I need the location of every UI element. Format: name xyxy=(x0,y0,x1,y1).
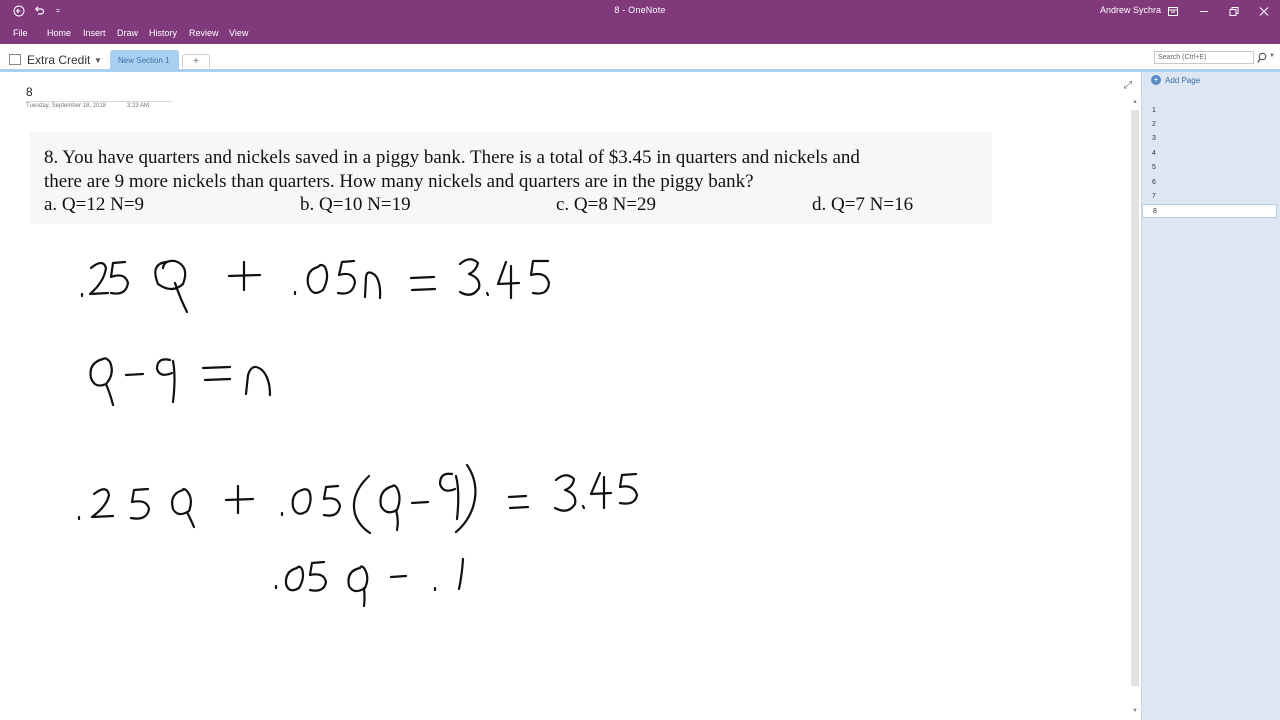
tab-draw[interactable]: Draw xyxy=(117,28,139,38)
tab-section-new-section-1[interactable]: New Section 1 xyxy=(110,50,179,69)
scroll-up-icon[interactable]: ▲ xyxy=(1132,99,1138,105)
add-section-button[interactable]: + xyxy=(182,54,210,68)
scroll-down-icon[interactable]: ▼ xyxy=(1132,708,1138,714)
search-input[interactable]: Search (Ctrl+E) xyxy=(1154,51,1254,64)
ribbon-display-options-icon[interactable] xyxy=(1161,3,1185,19)
page-item-3[interactable]: 3 xyxy=(1152,135,1156,142)
choice-a: a. Q=12 N=9 xyxy=(44,194,145,215)
page-time: 3:23 AM xyxy=(127,103,150,109)
section-bar xyxy=(0,44,1280,69)
page-item-4[interactable]: 4 xyxy=(1152,150,1156,157)
page-item-5[interactable]: 5 xyxy=(1152,164,1156,171)
page-date: Tuesday, September 18, 2018 xyxy=(26,103,107,109)
scrollbar-thumb[interactable] xyxy=(1131,110,1139,686)
plus-circle-icon: + xyxy=(1151,75,1161,85)
page-item-2[interactable]: 2 xyxy=(1152,121,1156,128)
page-title[interactable]: 8 xyxy=(26,85,33,99)
choice-c: c. Q=8 N=29 xyxy=(556,194,657,215)
user-name[interactable]: Andrew Sychra xyxy=(1100,5,1162,15)
tab-review[interactable]: Review xyxy=(189,28,219,38)
search-icon[interactable] xyxy=(1257,51,1267,63)
expand-icon[interactable]: ⤢ xyxy=(1124,80,1132,91)
minimize-icon[interactable] xyxy=(1192,3,1216,19)
page-canvas[interactable] xyxy=(0,72,1130,720)
add-page-label: Add Page xyxy=(1165,75,1201,85)
page-item-7[interactable]: 7 xyxy=(1152,193,1156,200)
search-scope-chevron-icon[interactable]: ▼ xyxy=(1269,53,1275,59)
problem-line-2: there are 9 more nickels than quarters. How many nickels and quarters are in the piggy bank? xyxy=(44,171,754,192)
tab-history[interactable]: History xyxy=(149,28,178,38)
page-item-8[interactable]: 8 xyxy=(1142,204,1277,218)
page-item-6[interactable]: 6 xyxy=(1152,179,1156,186)
notebook-name[interactable]: Extra Credit xyxy=(27,53,91,67)
problem-line-1: 8. You have quarters and nickels saved in a piggy bank. There is a total of $3.45 in quarters and nickels and xyxy=(44,147,860,168)
restore-icon[interactable] xyxy=(1222,3,1246,19)
notebook-icon[interactable] xyxy=(9,54,21,65)
choice-b: b. Q=10 N=19 xyxy=(300,194,411,215)
chevron-down-icon[interactable]: ▼ xyxy=(94,56,102,65)
page-list-pane xyxy=(1141,72,1280,720)
ribbon-tabs xyxy=(0,22,1280,44)
title-bar xyxy=(0,0,1280,22)
vertical-scrollbar[interactable] xyxy=(1130,97,1141,720)
tab-home[interactable]: Home xyxy=(47,28,72,38)
choice-d: d. Q=7 N=16 xyxy=(812,194,914,215)
page-item-1[interactable]: 1 xyxy=(1152,107,1156,114)
tab-insert[interactable]: Insert xyxy=(83,28,106,38)
window-title: 8 - OneNote xyxy=(614,5,666,15)
close-icon[interactable] xyxy=(1252,3,1276,19)
quick-access-customize-icon[interactable]: = xyxy=(55,7,61,15)
add-page-button[interactable] xyxy=(1151,75,1200,85)
tab-view[interactable]: View xyxy=(229,28,249,38)
tab-file[interactable]: File xyxy=(13,28,28,38)
handwriting-ink[interactable] xyxy=(0,72,1130,720)
